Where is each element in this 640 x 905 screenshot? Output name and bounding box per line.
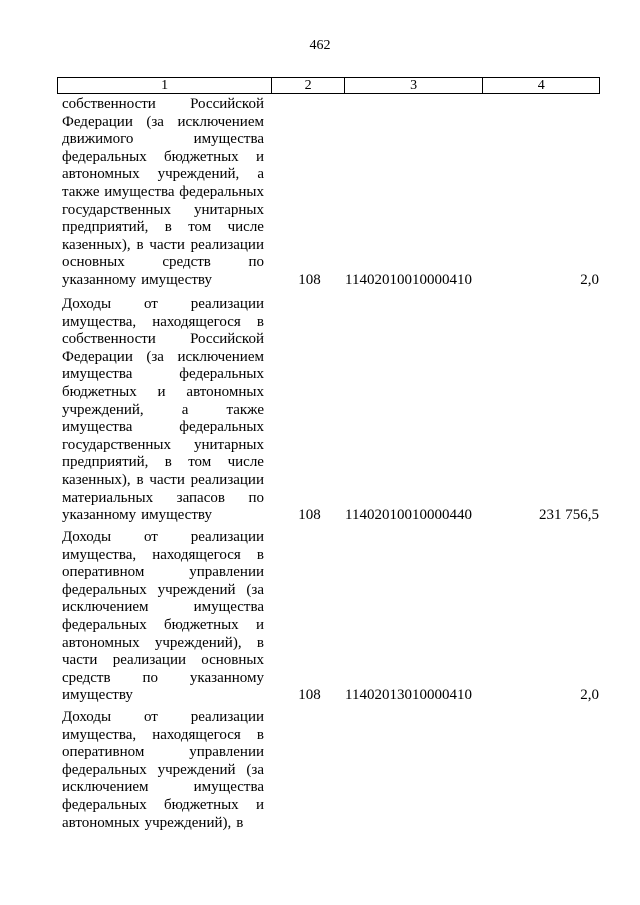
description-word: указанному (62, 507, 137, 524)
description-word: бюджетных (163, 616, 239, 633)
description-word: в (236, 814, 244, 831)
description-line (62, 184, 264, 202)
description-line (62, 96, 264, 114)
header-cell-4: 4 (537, 78, 545, 93)
description-word: том (188, 454, 212, 471)
description-word: автономных (62, 814, 140, 831)
description-word: имущества (104, 183, 175, 200)
description-word: находящегося (152, 726, 241, 743)
description-word: реализации (190, 296, 264, 312)
description-word: учреждений, (62, 401, 144, 418)
description-word: федеральных (62, 148, 147, 165)
description-line (62, 547, 264, 565)
description-word: по (248, 254, 264, 271)
description-word: государственных (62, 436, 171, 453)
description-line (62, 762, 264, 780)
description-word: предприятий, (62, 454, 149, 471)
description-word: реализации (190, 709, 264, 725)
description-word: федеральных (62, 581, 147, 598)
description-line (62, 131, 264, 149)
description-word: (за (246, 581, 264, 598)
description-word: и (255, 616, 264, 633)
description-word: имущества (193, 131, 264, 148)
description-word: имущества, (62, 546, 137, 563)
description-word: указанному (62, 271, 137, 288)
description-word: реализации (190, 236, 264, 253)
description-word: исключением (62, 779, 149, 796)
description-word: средств (62, 669, 111, 686)
row-description (62, 709, 264, 832)
description-word: федеральных (62, 761, 147, 778)
description-word: федеральных (179, 183, 264, 200)
description-word: казенных), (62, 236, 131, 253)
description-word: имуществу (62, 687, 133, 704)
description-line (62, 709, 264, 727)
description-word: Российской (190, 331, 264, 348)
description-word: учреждений), (154, 634, 242, 651)
description-word: материальных (62, 489, 154, 506)
description-word: исключением (177, 113, 264, 130)
description-word: реализации (190, 471, 264, 488)
description-line (62, 237, 264, 255)
description-word: части (149, 236, 185, 253)
description-word: основных (62, 254, 125, 271)
description-word: (за (246, 761, 264, 778)
admin-code-cell: 108 (298, 507, 321, 524)
description-word: Доходы (62, 296, 112, 312)
row-description (62, 96, 264, 290)
description-line (62, 202, 264, 220)
description-word: имущества (62, 366, 133, 383)
description-line (62, 815, 264, 833)
description-word: в (256, 634, 264, 651)
description-word: государственных (62, 201, 171, 218)
classification-code-cell: 11402010010000440 (345, 507, 472, 524)
classification-code-cell: 11402013010000410 (345, 687, 472, 704)
description-word: основных (201, 652, 264, 669)
description-word: предприятий, (62, 219, 149, 236)
description-word: бюджетных (163, 796, 239, 813)
description-word: реализации (112, 652, 186, 669)
description-word: находящегося (152, 546, 241, 563)
description-word: Доходы (62, 709, 112, 725)
description-word: а (257, 166, 264, 183)
description-word: учреждений (157, 761, 236, 778)
description-word: находящегося (152, 313, 241, 330)
description-line (62, 472, 264, 490)
amount-cell: 2,0 (580, 272, 599, 288)
description-word: учреждений), (144, 814, 232, 831)
admin-code-cell: 108 (298, 272, 321, 288)
description-word: в (256, 313, 264, 330)
description-word: в (136, 236, 144, 253)
description-line (62, 419, 264, 437)
description-word: и (157, 383, 166, 400)
description-word: оперативном (62, 744, 145, 761)
description-word: (за (146, 113, 164, 130)
description-line (62, 254, 264, 272)
description-line (62, 490, 264, 508)
description-word: учреждений, (157, 166, 240, 183)
amount-cell: 2,0 (580, 687, 599, 704)
description-word: управлении (189, 564, 264, 581)
description-word: имущества, (62, 726, 137, 743)
amount-cell: 231 756,5 (539, 507, 599, 524)
description-word: бюджетных (62, 383, 137, 400)
description-word: казенных), (62, 471, 131, 488)
description-word: средств (162, 254, 211, 271)
description-word: унитарных (193, 201, 264, 218)
description-word: Федерации (62, 348, 133, 365)
row-description (62, 529, 264, 705)
description-line (62, 331, 264, 349)
description-word: собственности (62, 96, 156, 112)
page-number: 462 (309, 38, 331, 53)
description-line (62, 599, 264, 617)
description-word: в (256, 546, 264, 563)
description-word: имущества (193, 599, 264, 616)
description-word: оперативном (62, 564, 145, 581)
description-word: Федерации (62, 113, 133, 130)
description-word: исключением (177, 348, 264, 365)
description-word: запасов (176, 489, 225, 506)
description-line (62, 744, 264, 762)
description-word: и (255, 148, 264, 165)
description-word: части (149, 471, 185, 488)
description-word: имуществу (141, 271, 212, 288)
description-word: бюджетных (163, 148, 239, 165)
description-word: в (136, 471, 144, 488)
description-line (62, 635, 264, 653)
header-cell-2: 2 (272, 78, 345, 93)
description-line (62, 670, 264, 688)
description-line (62, 384, 264, 402)
description-word: федеральных (62, 796, 147, 813)
description-line (62, 454, 264, 472)
description-line (62, 727, 264, 745)
description-word: Доходы (62, 529, 112, 545)
description-line (62, 617, 264, 635)
description-word: от (143, 296, 158, 312)
description-word: также (62, 183, 100, 200)
description-word: имущества (193, 779, 264, 796)
header-cell-1: 1 (58, 78, 272, 93)
description-word: автономных (62, 634, 140, 651)
description-line (62, 652, 264, 670)
header-cell-3: 3 (345, 78, 483, 93)
description-line (62, 564, 264, 582)
description-word: автономных (186, 383, 264, 400)
description-word: собственности (62, 331, 156, 348)
description-line (62, 582, 264, 600)
description-word: унитарных (193, 436, 264, 453)
description-line (62, 402, 264, 420)
description-word: федеральных (62, 616, 147, 633)
description-word: автономных (62, 166, 140, 183)
description-line (62, 114, 264, 132)
description-line (62, 797, 264, 815)
description-line (62, 779, 264, 797)
description-line (62, 529, 264, 547)
description-word: по (248, 489, 264, 506)
description-word: (за (146, 348, 164, 365)
description-word: исключением (62, 599, 149, 616)
description-line (62, 314, 264, 332)
description-word: числе (227, 219, 264, 236)
description-word: Российской (190, 96, 264, 112)
description-line (62, 349, 264, 367)
description-line (62, 219, 264, 237)
description-line (62, 507, 264, 525)
admin-code-cell: 108 (298, 687, 321, 704)
table-header-row (57, 77, 600, 94)
description-word: в (256, 726, 264, 743)
description-word: имуществу (141, 507, 212, 524)
description-word: управлении (189, 744, 264, 761)
description-line (62, 366, 264, 384)
description-word: имущества, (62, 313, 137, 330)
row-description (62, 296, 264, 525)
description-line (62, 272, 264, 290)
description-line (62, 687, 264, 705)
description-word: по (142, 669, 158, 686)
description-word: и (255, 796, 264, 813)
description-line (62, 437, 264, 455)
description-word: в (164, 454, 172, 471)
description-word: движимого (62, 131, 134, 148)
description-word: имущества (62, 419, 133, 436)
description-word: федеральных (179, 419, 264, 436)
description-word: в (164, 219, 172, 236)
description-word: указанному (189, 669, 264, 686)
description-word: учреждений (157, 581, 236, 598)
description-word: части (62, 652, 98, 669)
description-word: а (181, 401, 189, 418)
description-line (62, 149, 264, 167)
description-word: также (226, 401, 264, 418)
description-word: том (188, 219, 212, 236)
description-word: реализации (190, 529, 264, 545)
description-word: федеральных (179, 366, 264, 383)
description-word: от (143, 709, 158, 725)
description-line (62, 166, 264, 184)
description-word: числе (227, 454, 264, 471)
classification-code-cell: 11402010010000410 (345, 272, 472, 288)
description-word: от (143, 529, 158, 545)
description-line (62, 296, 264, 314)
